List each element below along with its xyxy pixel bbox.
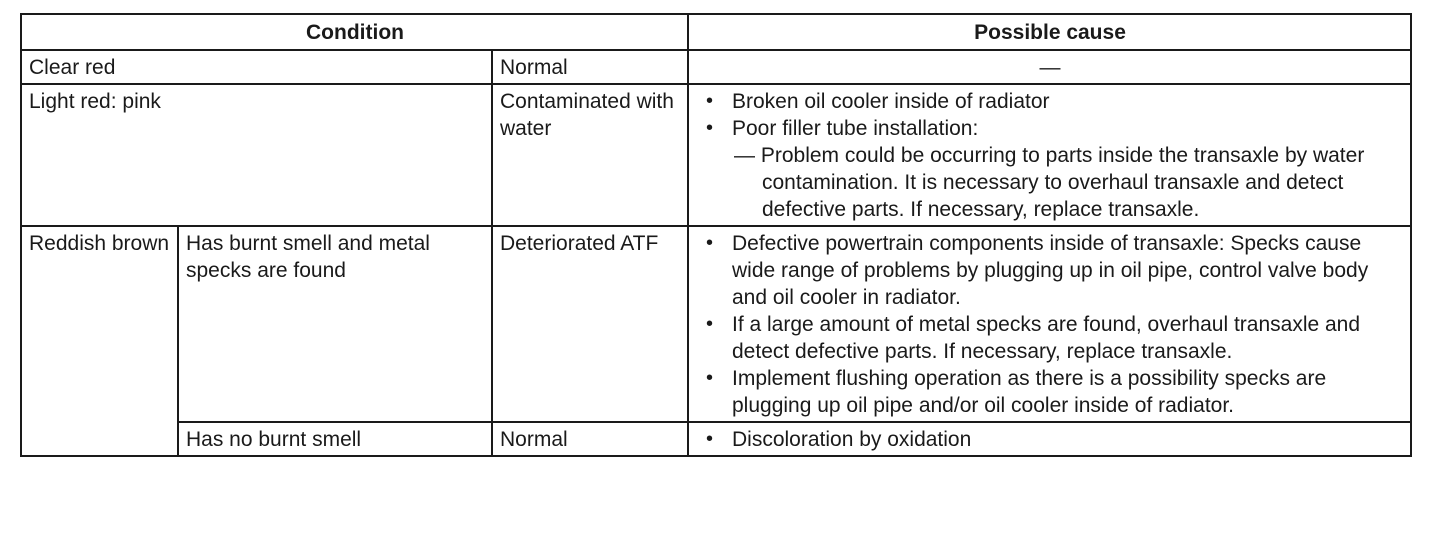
cell-color-light-red: Light red: pink: [21, 84, 492, 226]
cell-cause-light-red: [688, 84, 1411, 226]
cell-cause-burnt: [688, 226, 1411, 422]
header-row: [21, 14, 1411, 50]
table-row-clear-red: [21, 50, 1411, 84]
cell-state-light-red: Contaminated with water: [492, 84, 688, 226]
cause-list-burnt: [696, 230, 1404, 419]
cell-cause-clear-red: —: [688, 50, 1411, 84]
cause-list-no-burnt: [696, 426, 1404, 453]
list-item: • Implement flushing operation as there is a possibility specks are plugging up oil pipe and/or oil cooler inside of radiator.: [696, 365, 1404, 419]
list-item: [696, 115, 1404, 223]
list-item: • Discoloration by oxidation: [696, 426, 1404, 453]
cell-color-clear-red: Clear red: [21, 50, 492, 84]
cell-color-reddish-brown: Reddish brown: [21, 226, 178, 456]
cause-text: Poor filler tube installation:: [732, 117, 979, 140]
list-item: • Broken oil cooler inside of radiator: [696, 88, 1404, 115]
cell-state-clear-red: Normal: [492, 50, 688, 84]
sub-cause-text: — Problem could be occurring to parts inside the transaxle by water contamination. It is necessary to overhaul transaxle and detect defective parts. If necessary, replace transaxle.: [734, 144, 1365, 221]
cause-list-light-red: [696, 88, 1404, 223]
header-condition: Condition: [21, 14, 688, 50]
table-row-light-red: [21, 84, 1411, 226]
table-row-reddish-brown-no-burnt: [21, 422, 1411, 456]
list-item: • Defective powertrain components inside of transaxle: Specks cause wide range of problems by plugging up in oil pipe, control valve body and oil cooler in radiator.: [696, 230, 1404, 311]
cell-smell-burnt: Has burnt smell and metal specks are found: [178, 226, 492, 422]
cell-smell-no-burnt: Has no burnt smell: [178, 422, 492, 456]
cell-state-deteriorated: Deteriorated ATF: [492, 226, 688, 422]
cell-cause-no-burnt: [688, 422, 1411, 456]
header-possible-cause: Possible cause: [688, 14, 1411, 50]
atf-condition-table-wrapper: [20, 13, 1412, 457]
cell-state-normal: Normal: [492, 422, 688, 456]
atf-condition-table: [20, 13, 1412, 457]
table-row-reddish-brown-burnt: [21, 226, 1411, 422]
list-item: • If a large amount of metal specks are found, overhaul transaxle and detect defective parts. If necessary, replace transaxle.: [696, 311, 1404, 365]
